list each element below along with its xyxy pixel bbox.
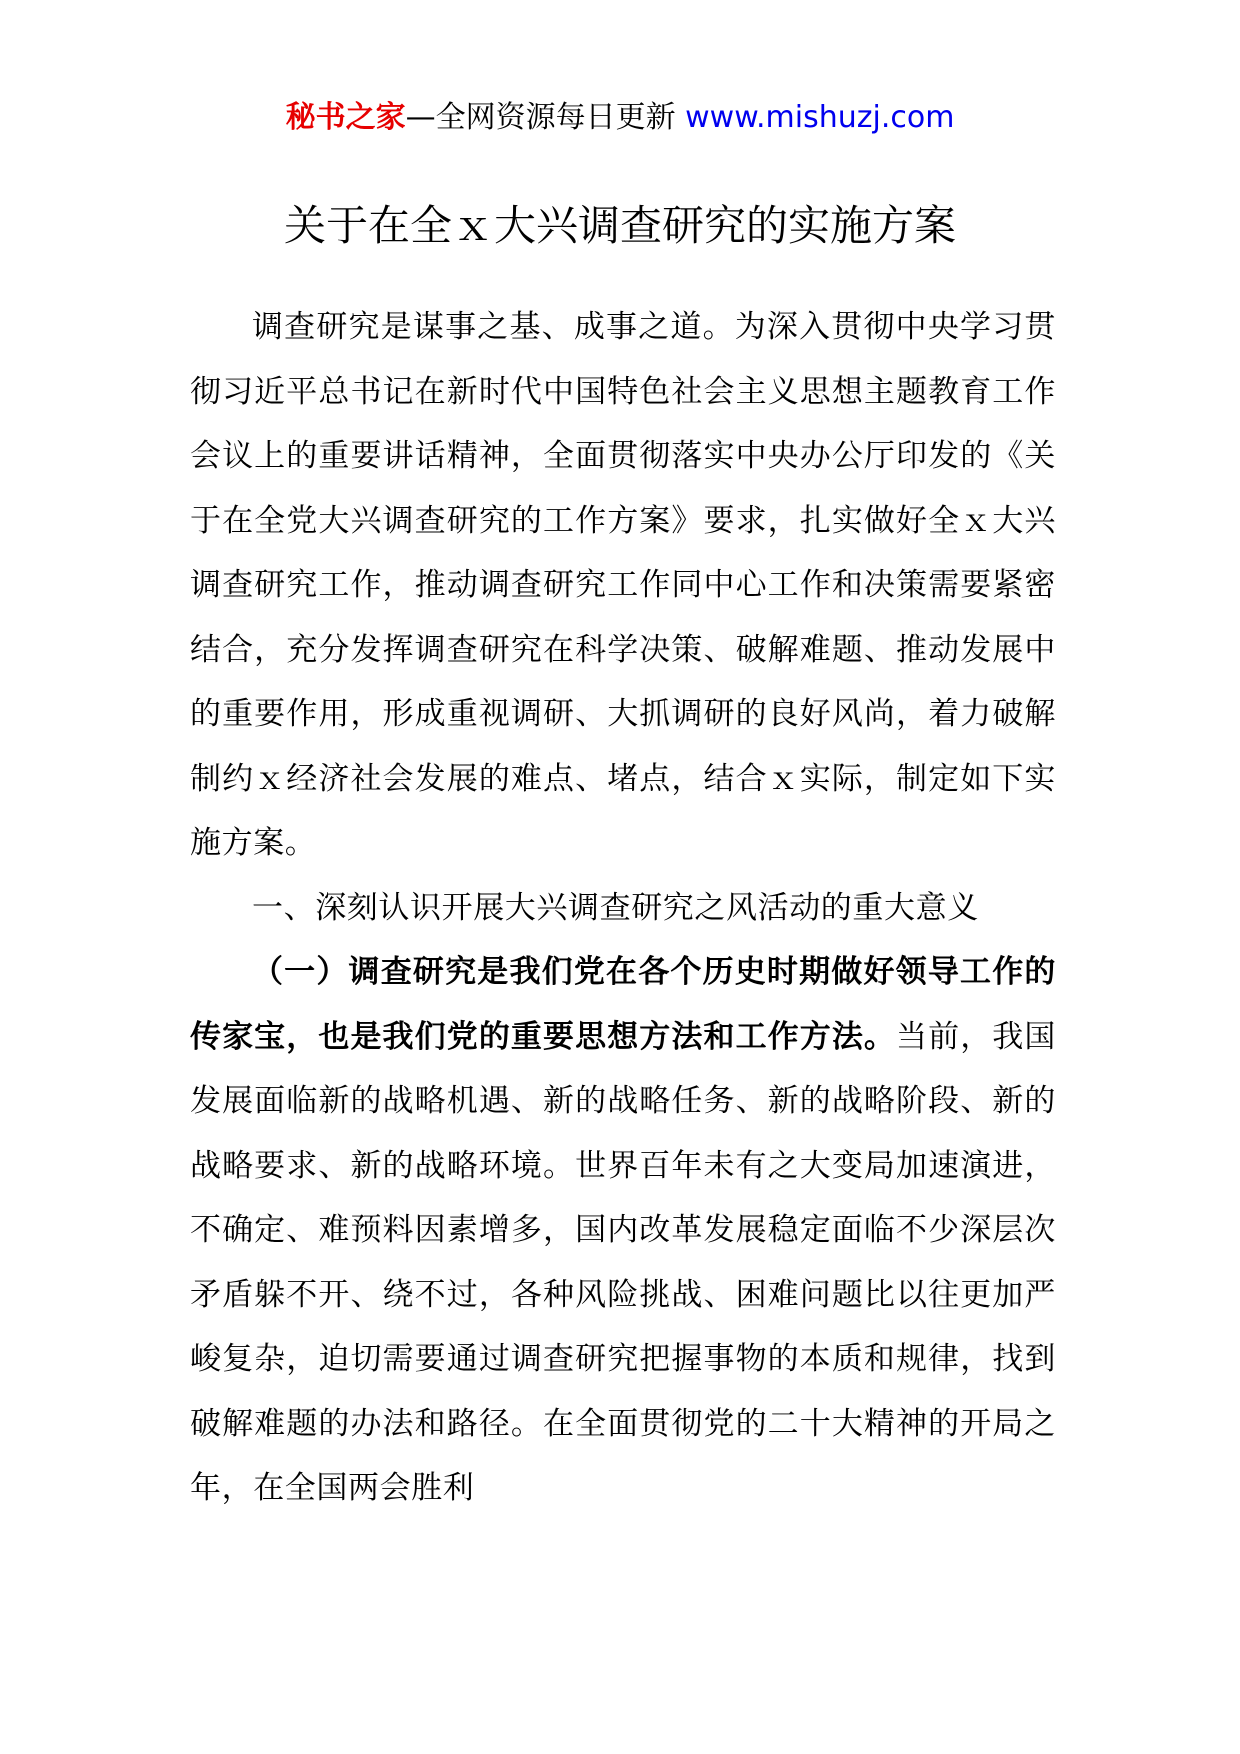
section-heading: 一、深刻认识开展大兴调查研究之风活动的重大意义: [252, 889, 979, 926]
site-header: [0, 98, 1240, 138]
subsection-heading: （一）调查研究是我们党在各个历史时期做好领导工作的传家宝，也是我们党的重要思想方法和工作方法。: [190, 954, 1056, 1055]
intro-paragraph: 调查研究是谋事之基、成事之道。为深入贯彻中央学习贯彻习近平总书记在新时代中国特色社会主义思想主题教育工作会议上的重要讲话精神，全面贯彻落实中央办公厅印发的《关于在全党大兴调查研究的工作方案》要求，扎实做好全ｘ大兴调查研究工作，推动调查研究工作同中心工作和决策需要紧密结合，充分发挥调查研究在科学决策、破解难题、推动发展中的重要作用，形成重视调研、大抓调研的良好风尚，着力破解制约ｘ经济社会发展的难点、堵点，结合ｘ实际，制定如下实施方案。: [190, 309, 1056, 861]
brand-name: 秘书之家: [285, 100, 406, 135]
site-url-link[interactable]: www.mishuzj.com: [685, 100, 955, 135]
header-slogan: —全网资源每日更新: [405, 100, 686, 135]
subsection-paragraph: [190, 940, 1056, 1521]
document-body: [190, 295, 1056, 1521]
subsection-text: 当前，我国发展面临新的战略机遇、新的战略任务、新的战略阶段、新的战略要求、新的战略环境。世界百年未有之大变局加速演进，不确定、难预料因素增多，国内改革发展稳定面临不少深层次矛盾躲不开、绕不过，各种风险挑战、困难问题比以往更加严峻复杂，迫切需要通过调查研究把握事物的本质和规律，找到破解难题的办法和路径。在全面贯彻党的二十大精神的开局之年，在全国两会胜利: [190, 1018, 1056, 1506]
document-title: 关于在全ｘ大兴调查研究的实施方案: [283, 201, 956, 250]
